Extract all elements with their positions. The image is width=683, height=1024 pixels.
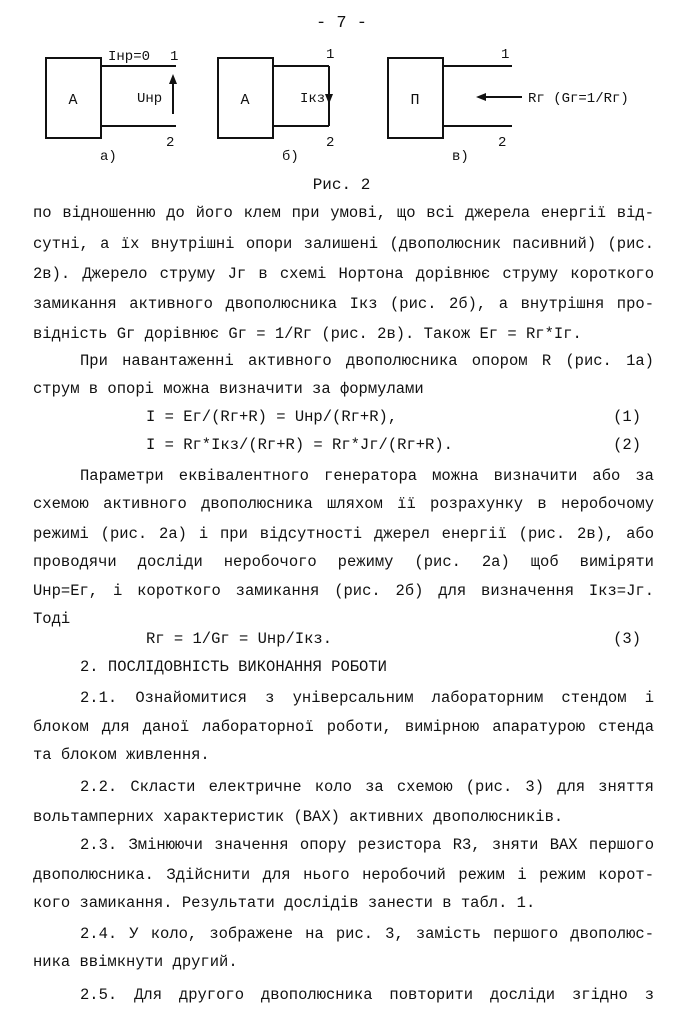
terminal-1-a: 1 (170, 49, 179, 65)
para2-line: струм в опорі можна визначити за формулами (33, 380, 424, 398)
figure-b (218, 47, 334, 165)
procedure-line: кого замикання. Результати дослідів занести в табл. 1. (33, 894, 536, 912)
para3-line: Параметри еквівалентного генератора можна визначити або за (80, 467, 654, 485)
equivalent-resistance-label: Rг (Gг=1/Rг) (528, 91, 629, 107)
figure-2-circuits (0, 0, 683, 200)
open-circuit-voltage-label: Uнр (137, 91, 163, 107)
subfigure-label-c: в) (452, 149, 469, 165)
equation-3-number: (3) (613, 630, 641, 648)
procedure-line: двополюсника. Здійснити для нього неробочий режим і режим корот- (33, 866, 654, 884)
para1-line: 2в). Джерело струму Jг в схемі Нортона дорівнює струму короткого (33, 265, 654, 283)
procedure-line: вольтамперних характеристик (ВАХ) активних двополюсників. (33, 808, 564, 826)
equation-1-number: (1) (613, 408, 641, 426)
para3-line: Uнр=Eг, і короткого замикання (рис. 2б) для визначення Iкз=Jг. (33, 582, 654, 600)
para3-line: схемою активного двополюсника шляхом її розрахунку в неробочому (33, 495, 654, 513)
para1-line: замикання активного двополюсника Iкз (рис. 2б), а внутрішня про- (33, 295, 654, 313)
equation-2: I = Rг*Iкз/(Rг+R) = Rг*Jг/(Rг+R). (146, 436, 453, 454)
figure-c (388, 47, 629, 165)
para1-line: по відношенню до його клем при умові, що всі джерела енергії від- (33, 204, 654, 222)
procedure-line: блоком для даної лабораторної роботи, вимірною апаратурою стенда (33, 718, 654, 736)
terminal-2-a: 2 (166, 135, 175, 151)
figure-caption: Рис. 2 (312, 176, 371, 194)
para2-line: При навантаженні активного двополюсника опором R (рис. 1а) (80, 352, 654, 370)
para1-line: сутні, а їх внутрішні опори залишені (двополюсник пасивний) (рис. (33, 235, 654, 253)
terminal-2-b: 2 (326, 135, 335, 151)
procedure-line: 2.4. У коло, зображене на рис. 3, замість першого двополюс- (80, 925, 654, 943)
box-label-c: П (410, 92, 420, 109)
terminal-1-b: 1 (326, 47, 335, 63)
current-arrow-b (325, 94, 333, 104)
equation-1: I = Eг/(Rг+R) = Uнр/(Rг+R), (146, 408, 398, 426)
open-circuit-current-label: Iнр=0 (108, 49, 151, 65)
equation-3: Rг = 1/Gг = Uнр/Iкз. (146, 630, 333, 648)
box-label-b: A (240, 92, 250, 109)
page-number: - 7 - (315, 14, 367, 33)
procedure-line: ника ввімкнути другий. (33, 953, 238, 971)
procedure-line: 2.1. Ознайомитися з універсальним лабораторним стендом і (80, 689, 654, 707)
section-heading: 2. ПОСЛІДОВНІСТЬ ВИКОНАННЯ РОБОТИ (80, 658, 387, 676)
subfigure-label-b: б) (282, 149, 299, 165)
para3-line: проводячи досліди неробочого режиму (рис. 2а) щоб виміряти (33, 553, 654, 571)
para3-line: Тоді (33, 610, 71, 628)
equation-2-number: (2) (613, 436, 641, 454)
procedure-line: 2.3. Змінюючи значення опору резистора R3, зняти ВАХ першого (80, 836, 654, 854)
terminal-1-c: 1 (501, 47, 510, 63)
figure-a (46, 49, 178, 165)
procedure-line: 2.2. Скласти електричне коло за схемою (рис. 3) для зняття (80, 778, 654, 796)
para1-line: відність Gг дорівнює Gг = 1/Rг (рис. 2в). Також Eг = Rг*Iг. (33, 325, 582, 343)
box-label-a: A (68, 92, 78, 109)
procedure-line: та блоком живлення. (33, 746, 210, 764)
short-circuit-current-label: Iкз (300, 91, 326, 107)
procedure-line: 2.5. Для другого двополюсника повторити досліди згідно з (80, 986, 654, 1004)
subfigure-label-a: а) (100, 149, 117, 165)
para3-line: режимі (рис. 2а) і при відсутності джерел енергії (рис. 2в), або (33, 525, 654, 543)
terminal-2-c: 2 (498, 135, 507, 151)
